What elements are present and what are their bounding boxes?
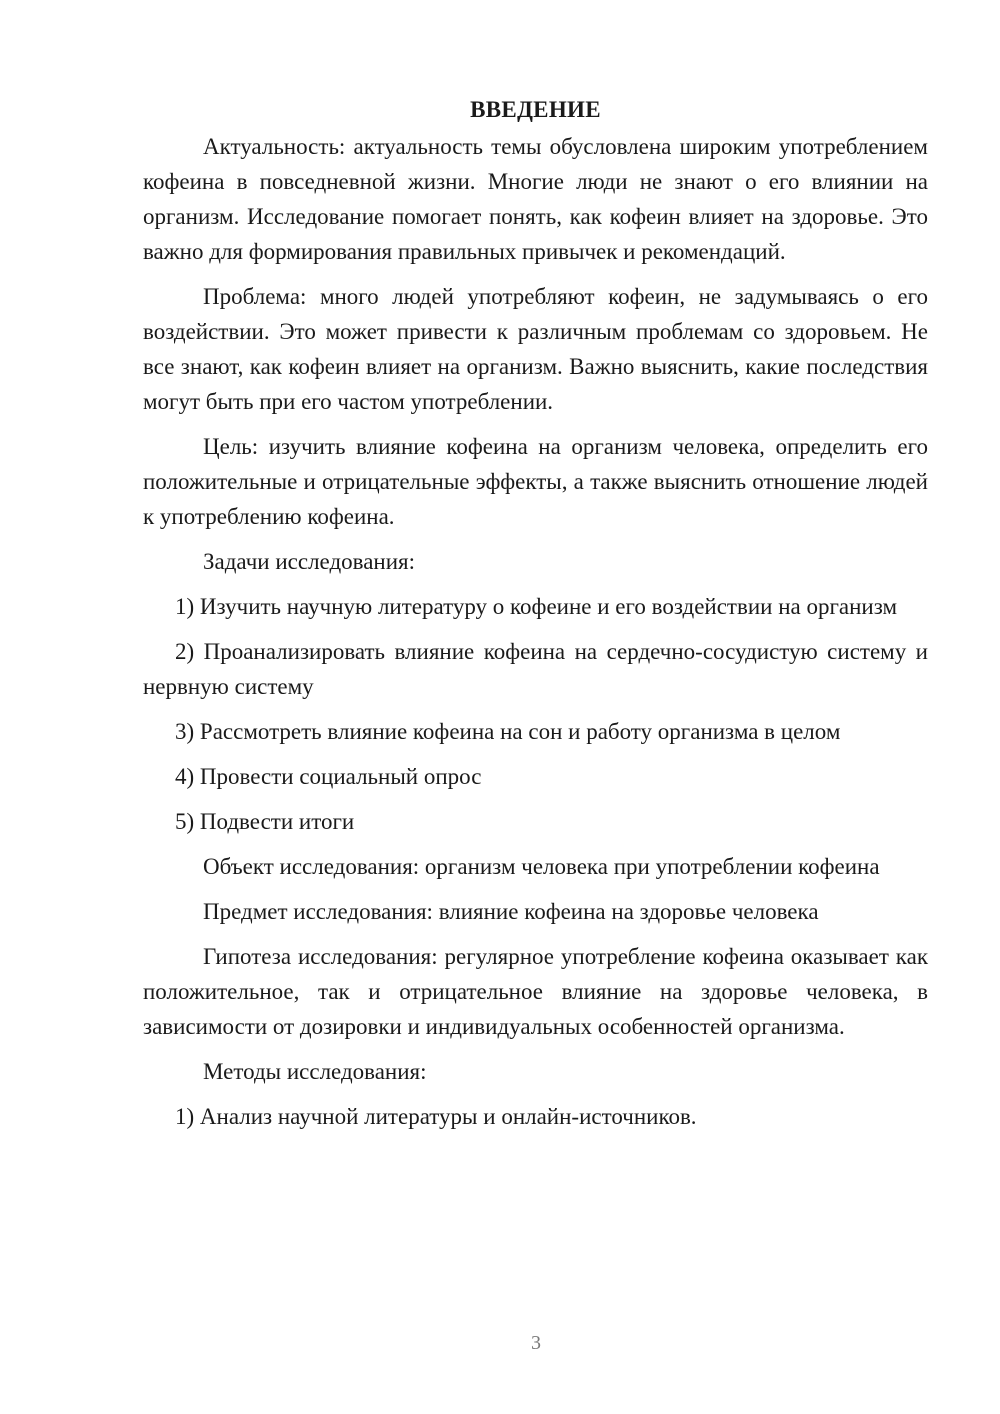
section-title: ВВЕДЕНИЕ [470, 97, 601, 122]
task-item-3: 3) Рассмотреть влияние кофеина на сон и работу организма в целом [175, 719, 841, 744]
methods-heading: Методы исследования: [203, 1059, 427, 1084]
method-item-1: 1) Анализ научной литературы и онлайн-источников. [175, 1104, 697, 1129]
goal-paragraph: Цель: изучить влияние кофеина на организм человека, определить его положительные и отрицательные эффекты, а также выяснить отношение людей к употреблению кофеина. [143, 434, 928, 529]
task-item-2: 2) Проанализировать влияние кофеина на сердечно-сосудистую систему и нервную систему [143, 639, 928, 699]
hypothesis-paragraph: Гипотеза исследования: регулярное употребление кофеина оказывает как положительное, так и отрицательное влияние на здоровье человека, в зависимости от дозировки и индивидуальных особенностей организма. [143, 944, 928, 1039]
tasks-heading: Задачи исследования: [203, 549, 416, 574]
page-number: 3 [531, 1332, 541, 1354]
task-item-5: 5) Подвести итоги [175, 809, 355, 834]
task-item-4: 4) Провести социальный опрос [175, 764, 482, 789]
object-paragraph: Объект исследования: организм человека при употреблении кофеина [203, 854, 880, 879]
subject-paragraph: Предмет исследования: влияние кофеина на здоровье человека [203, 899, 819, 924]
relevance-paragraph: Актуальность: актуальность темы обусловлена широким употреблением кофеина в повседневной жизни. Многие люди не знают о его влиянии на организм. Исследование помогает понять, как кофеин влияет на здоровье. Это важно для формирования правильных привычек и рекомендаций. [143, 134, 928, 264]
task-item-1: 1) Изучить научную литературу о кофеине и его воздействии на организм [175, 594, 898, 619]
page-content [143, 92, 928, 1144]
problem-paragraph: Проблема: много людей употребляют кофеин, не задумываясь о его воздействии. Это может привести к различным проблемам со здоровьем. Не все знают, как кофеин влияет на организм. Важно выяснить, какие последствия могут быть при его частом употреблении. [143, 284, 928, 414]
